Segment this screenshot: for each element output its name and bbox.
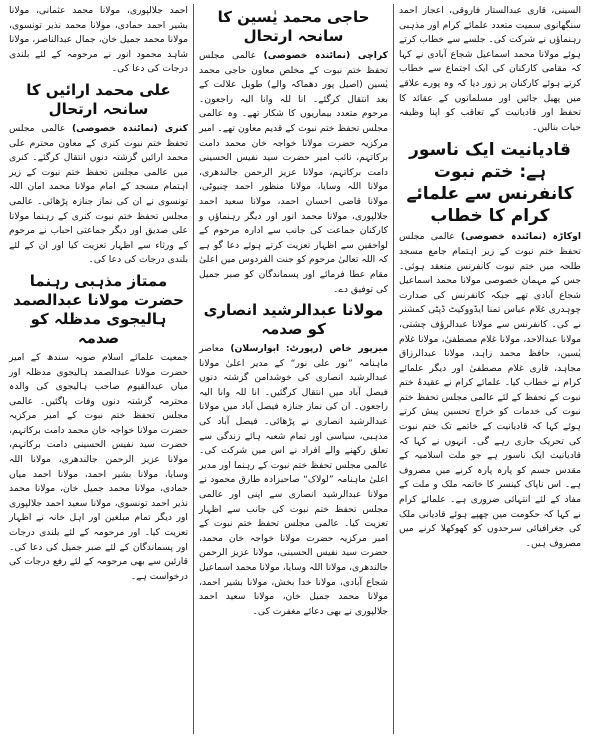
headline-abdul-rasheed-ansari: مولانا عبدالرشید انصاری کو صدمہ <box>203 301 384 339</box>
dateline: اوکاڑہ (نمائندہ خصوصی) <box>460 231 581 243</box>
body-text: جمعیت علمائے اسلام صوبہ سندھ کے امیر حضرت مولانا عبدالصمد ہالیجوی مدظلہ اور میاں عبدالقیوم صاحب ہالیجوی کی والدہ محترمہ گزشتہ دنوں وفات پاگئیں۔ عالمی مجلس تحفظ ختم نبوت کے امیر مرکزیہ حضرت مولانا خواجہ خان محمد دامت برکاتہم، حضرت سید نفیس الحسینی دامت برکاتہم، مولانا عزیز الرحمن جالندھری، مولانا اللہ وسایا، مولانا بشیر احمد، مولانا احمد میاں حمادی، مولانا محمد جمیل خان، مولانا محمد نذیر احمد تونسوی، مولانا سعید احمد جلالپوری اور دیگر تمام مبلغین اور اہل خانہ نے اظہار تعزیت کیا۔ اور مرحومہ کے لئے بلندی درجات اور پسماندگان کے لئے صبر جمیل کی دعا کی۔ قارئین سے بھی مرحومہ کے لئے رفع درجات کی درخواست ہے۔ <box>9 351 188 582</box>
body-text: عالمی مجلس تحفظ ختم نبوت کے زیر اہتمام جامع مسجد طلحہ میں ختم نبوت کانفرنس منعقد ہوئی۔ جس کے مہمان خصوصی مولانا محمد اسماعیل شجاع آبادی تھے جبکہ کانفرنس کی صدارت چوہدری غلام عباس تمنا ایڈووکیٹ ڈپٹی کمشنر نے کی۔ کانفرنس سے مولانا عبدالرؤف چشتی، مولانا عبدالاحد، مولانا غلام مصطفیٰ، مولانا غلام یٰسین، حافظ محمد زاہد، مولانا عبدالرزاق مجاہد، قاری غلام مصطفیٰ اور دیگر علمائے کرام نے خطاب کیا۔ علمائے کرام نے عقیدۂ ختم نبوت کے تحفظ کے لئے عالمی مجلس تحفظ ختم نبوت کی خدمات کو خراج تحسین پیش کرتے ہوئے کہا کہ قادیانیت کے خاتمے تک ختم نبوت کی تحریک جاری رہے گی۔ انہوں نے کہا کہ قادیانیت ایک ناسور ہے جو ملت اسلامیہ کے مقدس جسم کو پارہ پارہ کرنے میں مصروف ہے۔ اس ناپاک کینسر کا خاتمہ ملک و ملت کے مفاد کے لئے انتہائی ضروری ہے۔ علمائے کرام نے کہا کہ حکومت میں چھپے ہوئے قادیانی ملک کی جغرافیائی سرحدوں کو کھوکھلا کرنے میں مصروف ہیں۔ <box>399 231 581 549</box>
article-continuation: احمد جلالپوری، مولانا محمد عثمانی، مولانا بشیر احمد حمادی، مولانا محمد نذیر تونسوی، مولانا محمد جمیل خان، جمال عبدالناصر، مولانا شاہد محمود انور نے مرحومہ کے لئے بلندی درجات کی دعا کی۔ <box>9 5 188 75</box>
dateline: میرپور خاص (رپورٹ: ابوارسلان) <box>230 343 388 355</box>
column-middle <box>194 4 394 734</box>
body-text: معاصر ماہنامہ ”نور علی نور“ کے مدیر اعلیٰ مولانا عبدالرشید انصاری کی خوشدامن گزشتہ دنوں فیصل آباد میں انتقال کرگئیں۔ انا للہ وانا الیہ راجعون۔ ان کی نماز جنازہ فیصل آباد میں مولانا عبدالرشید انصاری نے پڑھائی۔ فیصل آباد کی مذہبی، سیاسی اور تمام شعبہ ہائے زندگی سے تعلق رکھنے والے افراد نے اس میں شرکت کی۔ عالمی مجلس تحفظ ختم نبوت کے رہنما اور مدیر اعلیٰ ماہنامہ ”لولاک“ صاحبزادہ طارق محمود نے مولانا عبدالرشید انصاری سے اپنی اور عالمی مجلس تحفظ ختم نبوت کی جانب سے اظہار تعزیت کیا۔ عالمی مجلس تحفظ ختم نبوت کے امیر مرکزیہ حضرت مولانا خواجہ خان محمد، حضرت سید نفیس الحسینی، مولانا عزیز الرحمن جالندھری، مولانا اللہ وسایا، مولانا محمد اسماعیل شجاع آبادی، مولانا خدا بخش، مولانا بشیر احمد، مولانا محمد جمیل خان، مولانا سعید احمد جلالپوری نے بھی دعائے مغفرت کی۔ <box>199 343 388 617</box>
dateline: کنری (نمائندہ خصوصی) <box>71 122 189 134</box>
article-body <box>399 230 581 551</box>
article-body <box>9 122 188 268</box>
article-body <box>199 342 388 619</box>
body-text: عالمی مجلس تحفظ ختم نبوت کے مخلص معاون حاجی محمد یٰسین (اصیل پور دھماکہ والے) طویل علالت کے بعد انتقال کرگئے۔ انا للہ وانا الیہ راجعون۔ مرحوم متعدد بیماریوں کا شکار تھے۔ وہ عالمی مجلس تحفظ ختم نبوت کے قدیم معاون تھے۔ امیر مرکزیہ حضرت مولانا خواجہ خان محمد دامت برکاتہم، نائب امیر حضرت سید نفیس الحسینی دامت برکاتہم، مولانا عزیز الرحمن جالندھری، مولانا اللہ وسایا، مولانا منظور احمد چنیوٹی، مولانا قاضی احسان احمد، مولانا سعید احمد جلالپوری، مولانا محمد انور اور دیگر رہنماؤں و کارکنان جماعت کی جانب سے ادارہ مرحوم کے لواحقین سے اظہار تعزیت کرتے ہوئے دعا گو ہے کہ اللہ تعالیٰ مرحوم کو جنت الفردوس میں اعلیٰ مقام عطا فرمائے اور پسماندگان کو صبر جمیل کی توفیق دے۔ <box>199 50 388 295</box>
article-body <box>199 49 388 297</box>
newspaper-page <box>4 4 586 734</box>
column-right <box>394 4 586 734</box>
body-text: عالمی مجلس تحفظ ختم نبوت کنری کے معاون محترم علی محمد ارائیں گزشتہ دنوں انتقال کرگئے۔ کنری میں عالمی مجلس تحفظ ختم نبوت کے زیر اہتمام مسجد کے امام مولانا محمد امان اللہ تونسوی نے ان کی نماز جنازہ پڑھائی۔ عالمی مجلس تحفظ ختم نبوت کنری کے رہنما مولانا علی صدیق اور دیگر جماعتی احباب نے مرحوم کے ورثاء سے اظہار تعزیت کیا اور ان کے لئے بلندی درجات کی دعا کی۔ <box>9 122 188 266</box>
article-continuation: السینی، قاری عبدالستار فاروقی، اعجاز احمد سنگھانوی سمیت متعدد علمائے کرام اور مذہبی رہنماؤں نے شرکت کی۔ جلسے سے خطاب کرتے ہوئے مولانا محمد اسماعیل شجاع آبادی نے کہا کہ مقامی کارکنان کی ایک اجتماع سے خطاب کرتے ہوئے کارکنان پر زور دیا کہ وہ پورے علاقے میں پھیل جائیں اور مسلمانوں کے عقائد کا تحفظ اور قادیانیت کے تعاقب کو اپنا وظیفہ حیات بنالیں۔ <box>399 5 581 133</box>
headline-ali-muhammad-arain: علی محمد ارائیں کا سانحہ ارتحال <box>26 80 171 118</box>
headline-qadianiat: قادیانیت ایک ناسور ہے: ختم نبوت کانفرنس سے علمائے کرام کا خطاب <box>406 140 574 227</box>
headline-abdul-samad-halejvi: ممتاز مذہبی رہنما حضرت مولانا عبدالصمد ہالیجوی مدظلہ کو صدمہ <box>13 271 184 347</box>
column-left <box>4 4 194 734</box>
headline-haji-yasin: حاجی محمد یٰسین کا سانحہ ارتحال <box>217 8 370 45</box>
dateline: کراچی (نمائندہ خصوصی) <box>263 50 389 61</box>
